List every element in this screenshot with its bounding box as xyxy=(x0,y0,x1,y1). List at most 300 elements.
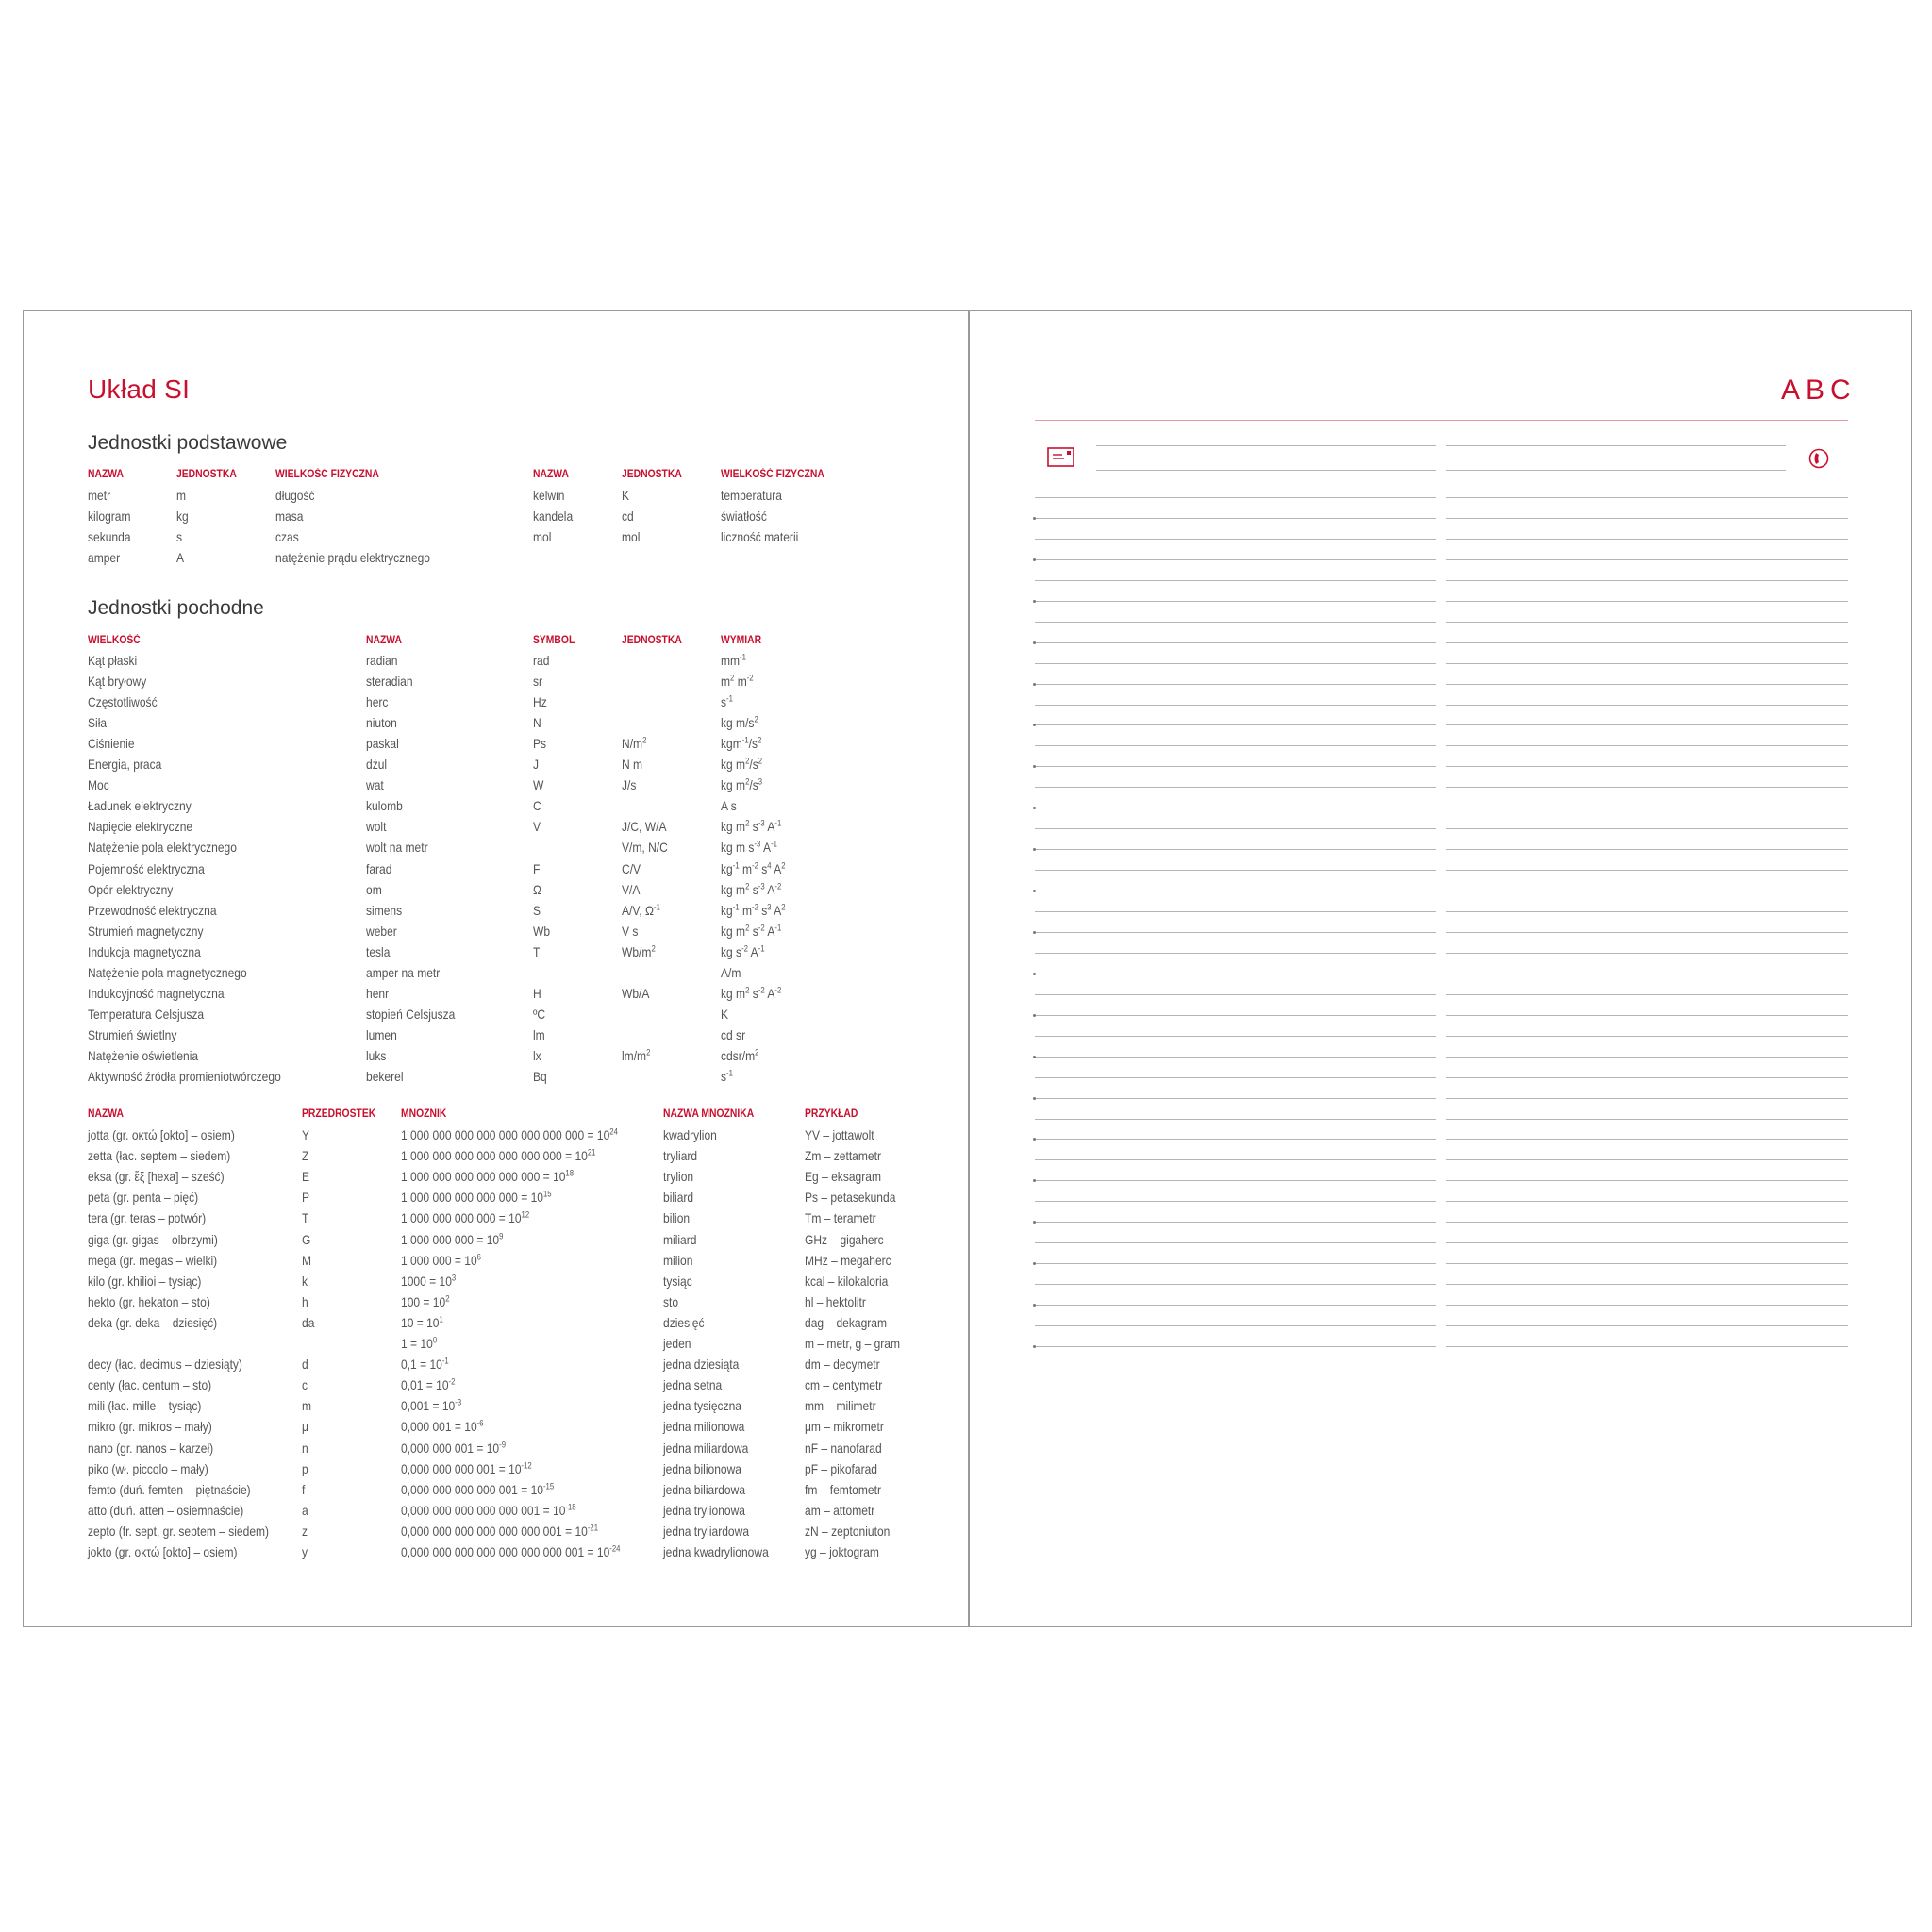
table-cell: fm – femtometr xyxy=(805,1481,881,1497)
entry-line xyxy=(1446,766,1848,767)
table-cell: cdsr/$m^2$ xyxy=(721,1047,759,1063)
table-cell: $s^{-1}$ xyxy=(721,1068,733,1084)
entry-line xyxy=(1035,766,1436,767)
table-cell: kg $s^{-2}$ $A^{-1}$ xyxy=(721,943,765,959)
table-cell: zN – zeptoniuton xyxy=(805,1523,891,1539)
entry-line xyxy=(1035,1263,1436,1264)
column-header: WIELKOŚĆ xyxy=(88,635,141,646)
table-cell: A/V, $\Omega^{-1}$ xyxy=(622,901,660,918)
table-cell: $kgm^{-1}/s^2$ xyxy=(721,735,762,752)
table-cell: 1 000 000 000 000 000 000 $000 = 10^{21}$ xyxy=(401,1147,596,1164)
entry-line xyxy=(1446,705,1848,706)
table-cell: metr xyxy=(88,488,111,503)
table-cell: kelwin xyxy=(533,488,565,503)
table-cell: decy (łac. decimus – dziesiąty) xyxy=(88,1357,242,1373)
table-cell: dziesięć xyxy=(663,1314,705,1330)
table-cell: dag – dekagram xyxy=(805,1314,888,1330)
table-cell: A xyxy=(176,550,185,565)
table-cell: farad xyxy=(366,860,392,876)
table-cell: liczność materii xyxy=(721,529,799,544)
entry-line xyxy=(1446,870,1848,871)
entry-line xyxy=(1035,953,1436,954)
table-cell: sr xyxy=(533,674,543,690)
table-cell: tryliard xyxy=(663,1148,698,1164)
table-cell: Kąt płaski xyxy=(88,653,138,668)
column-header: WIELKOŚĆ FIZYCZNA xyxy=(721,469,824,480)
entry-line xyxy=(1446,1222,1848,1223)
table-cell: hl – hektolitr xyxy=(805,1293,866,1309)
table-cell: mili (łac. mille – tysiąc) xyxy=(88,1398,202,1414)
entry-line xyxy=(1035,828,1436,829)
table-cell: Strumień świetlny xyxy=(88,1026,177,1042)
entry-line xyxy=(1035,497,1436,498)
entry-line xyxy=(1446,580,1848,581)
table-cell: V/m, N/C xyxy=(622,840,668,856)
table-cell: $N/m^2$ xyxy=(622,735,647,752)
table-cell: 0,000 000 000 000 $001 = 10^{-15}$ xyxy=(401,1481,555,1497)
column-header: SYMBOL xyxy=(533,635,575,646)
table-cell: amper xyxy=(88,550,121,565)
table-cell: $0,1 = 10^{-1}$ xyxy=(401,1356,449,1373)
table-cell: 1 000 000 000 000 000 $000 = 10^{18}$ xyxy=(401,1168,575,1185)
table-cell: μm – mikrometr xyxy=(805,1419,884,1435)
table-cell: amper na metr xyxy=(366,964,441,980)
entry-line xyxy=(1446,911,1848,912)
table-cell: YV – jottawolt xyxy=(805,1127,874,1142)
entry-line xyxy=(1446,1325,1848,1326)
table-cell: k xyxy=(302,1273,308,1289)
entry-line xyxy=(1446,1057,1848,1058)
entry-line xyxy=(1446,1015,1848,1016)
entry-line xyxy=(1035,559,1436,560)
entry-line xyxy=(1446,518,1848,519)
table-cell: kg $m^2$ $s^{-2}$ $A^{-1}$ xyxy=(721,922,782,939)
table-cell: M xyxy=(302,1252,312,1268)
table-cell: Częstotliwość xyxy=(88,694,158,710)
table-cell: d xyxy=(302,1357,308,1373)
entry-marker xyxy=(1033,600,1036,603)
table-cell: hekto (gr. hekaton – sto) xyxy=(88,1293,210,1309)
section-heading-base-units: Jednostki podstawowe xyxy=(88,432,288,454)
entry-line xyxy=(1446,1201,1848,1202)
table-cell: T xyxy=(533,943,541,959)
column-header: NAZWA xyxy=(366,635,402,646)
entry-line xyxy=(1035,1159,1436,1160)
entry-marker xyxy=(1033,517,1036,520)
table-cell: kwadrylion xyxy=(663,1127,717,1142)
table-cell: kg $m^2/s^2$ xyxy=(721,756,763,773)
table-cell: giga (gr. gigas – olbrzymi) xyxy=(88,1231,218,1247)
table-cell: S xyxy=(533,902,541,918)
table-cell: paskal xyxy=(366,736,399,752)
table-cell: C/V xyxy=(622,860,641,876)
table-cell: $10 = 10^1$ xyxy=(401,1314,443,1330)
entry-marker xyxy=(1033,1056,1036,1058)
table-cell: N m xyxy=(622,757,643,773)
entry-line xyxy=(1035,1305,1436,1306)
table-cell: herc xyxy=(366,694,389,710)
table-cell: 0,000 $001 = 10^{-6}$ xyxy=(401,1418,484,1435)
entry-line xyxy=(1446,1098,1848,1099)
table-cell: tera (gr. teras – potwór) xyxy=(88,1210,207,1226)
table-cell: dm – decymetr xyxy=(805,1357,880,1373)
table-cell: Eg – eksagram xyxy=(805,1169,881,1185)
table-cell: trylion xyxy=(663,1169,694,1185)
table-cell: lumen xyxy=(366,1026,397,1042)
table-cell: Pojemność elektryczna xyxy=(88,860,205,876)
table-cell: jeden xyxy=(663,1336,691,1351)
table-cell: $m^2$ $m^{-2}$ xyxy=(721,673,754,690)
table-cell: eksa (gr. ἕξ [hexa] – sześć) xyxy=(88,1169,225,1185)
table-cell: Kąt bryłowy xyxy=(88,674,147,690)
table-cell: deka (gr. deka – dziesięć) xyxy=(88,1314,218,1330)
entry-line xyxy=(1446,1263,1848,1264)
entry-line xyxy=(1446,1346,1848,1347)
entry-line xyxy=(1446,1180,1848,1181)
table-cell: Natężenie pola magnetycznego xyxy=(88,964,247,980)
table-cell: s xyxy=(176,529,183,544)
entry-line xyxy=(1035,1077,1436,1078)
column-header: NAZWA xyxy=(88,1108,124,1120)
table-cell: m xyxy=(176,488,187,503)
table-cell: h xyxy=(302,1293,308,1309)
table-cell: J/C, W/A xyxy=(622,819,667,835)
table-cell: V/A xyxy=(622,881,641,897)
table-cell: kg $m^2$ $s^{-2}$ $A^{-2}$ xyxy=(721,985,782,1001)
table-cell: Wb/A xyxy=(622,985,650,1001)
entry-line xyxy=(1446,1305,1848,1306)
table-cell: mm – milimetr xyxy=(805,1398,876,1414)
table-cell: N xyxy=(533,715,541,731)
table-cell: MHz – megaherc xyxy=(805,1252,891,1268)
entry-line xyxy=(1446,539,1848,540)
entry-line xyxy=(1035,580,1436,581)
table-cell: rad xyxy=(533,653,550,668)
table-cell: kulomb xyxy=(366,798,403,814)
entry-marker xyxy=(1033,931,1036,934)
table-cell: F xyxy=(533,860,541,876)
table-cell: nano (gr. nanos – karzeł) xyxy=(88,1440,214,1456)
table-cell: H xyxy=(533,985,541,1001)
entry-line xyxy=(1035,724,1436,725)
table-cell: Napięcie elektryczne xyxy=(88,819,193,835)
table-cell: V s xyxy=(622,923,639,939)
table-cell: mol xyxy=(622,529,641,544)
table-cell: Indukcyjność magnetyczna xyxy=(88,985,225,1001)
table-cell: 1 000 000 000 000 000 000 000 $000 = 10^{24}$ xyxy=(401,1126,618,1142)
entry-line xyxy=(1446,724,1848,725)
entry-line xyxy=(1446,1077,1848,1078)
table-cell: jedna bilionowa xyxy=(663,1460,742,1476)
entry-line xyxy=(1446,745,1848,746)
table-cell: natężenie prądu elektrycznego xyxy=(275,550,430,565)
table-cell: temperatura xyxy=(721,488,782,503)
table-cell: Strumień magnetyczny xyxy=(88,923,204,939)
entry-line xyxy=(1446,1036,1848,1037)
table-cell: a xyxy=(302,1502,308,1518)
table-cell: GHz – gigaherc xyxy=(805,1231,884,1247)
table-cell: T xyxy=(302,1210,309,1226)
table-cell: steradian xyxy=(366,674,413,690)
entry-marker xyxy=(1033,1345,1036,1348)
entry-line xyxy=(1035,1222,1436,1223)
table-cell: C xyxy=(533,798,541,814)
entry-line xyxy=(1035,518,1436,519)
table-cell: piko (wł. piccolo – mały) xyxy=(88,1460,208,1476)
table-cell: kcal – kilokaloria xyxy=(805,1273,889,1289)
table-cell: peta (gr. penta – pięć) xyxy=(88,1190,199,1206)
table-cell: Tm – terametr xyxy=(805,1210,876,1226)
table-cell: Bq xyxy=(533,1069,547,1084)
entry-line xyxy=(1446,559,1848,560)
column-header: MNOŻNIK xyxy=(401,1108,447,1120)
table-cell: P xyxy=(302,1190,310,1206)
table-cell: $0,001 = 10^{-3}$ xyxy=(401,1397,462,1414)
entry-line xyxy=(1035,911,1436,912)
table-cell: 1 000 $000 = 10^6$ xyxy=(401,1251,481,1268)
table-cell: A/m xyxy=(721,964,741,980)
table-cell: Ps xyxy=(533,736,547,752)
entry-marker xyxy=(1033,558,1036,561)
name-line xyxy=(1446,470,1786,471)
table-cell: masa xyxy=(275,508,304,524)
table-cell: $0,01 = 10^{-2}$ xyxy=(401,1376,456,1393)
page-divider xyxy=(968,310,970,1627)
table-cell: atto (duń. atten – osiemnaście) xyxy=(88,1502,244,1518)
entry-line xyxy=(1446,642,1848,643)
table-cell: henr xyxy=(366,985,390,1001)
table-cell: J/s xyxy=(622,777,637,793)
entry-line xyxy=(1446,622,1848,623)
phone-icon xyxy=(1807,447,1830,470)
table-cell: sekunda xyxy=(88,529,131,544)
table-cell: om xyxy=(366,881,382,897)
entry-marker xyxy=(1033,1014,1036,1017)
entry-line xyxy=(1035,1242,1436,1243)
table-cell: $1000 = 10^3$ xyxy=(401,1273,457,1289)
entry-line xyxy=(1035,1036,1436,1037)
table-cell: wat xyxy=(366,777,384,793)
entry-line xyxy=(1035,1180,1436,1181)
table-cell: niuton xyxy=(366,715,397,731)
table-cell: yg – joktogram xyxy=(805,1544,879,1559)
entry-line xyxy=(1035,601,1436,602)
entry-line xyxy=(1446,1119,1848,1120)
index-letters: ABC xyxy=(1781,375,1857,406)
table-cell: mega (gr. megas – wielki) xyxy=(88,1252,218,1268)
entry-line xyxy=(1035,1346,1436,1347)
table-cell: 1 000 000 $000 = 10^9$ xyxy=(401,1230,504,1247)
table-cell: weber xyxy=(366,923,397,939)
table-cell: Przewodność elektryczna xyxy=(88,902,217,918)
table-cell: ºC xyxy=(533,1006,546,1022)
table-cell: milion xyxy=(663,1252,693,1268)
table-cell: $1 = 10^0$ xyxy=(401,1335,438,1351)
table-cell: y xyxy=(302,1544,308,1559)
table-cell: jedna milionowa xyxy=(663,1419,745,1435)
entry-line xyxy=(1446,1284,1848,1285)
table-cell: długość xyxy=(275,488,315,503)
table-cell: zepto (fr. sept, gr. septem – siedem) xyxy=(88,1523,270,1539)
header-rule xyxy=(1035,420,1848,421)
entry-line xyxy=(1035,642,1436,643)
entry-line xyxy=(1446,684,1848,685)
table-cell: z xyxy=(302,1523,308,1539)
entry-line xyxy=(1446,1159,1848,1160)
table-cell: Ładunek elektryczny xyxy=(88,798,192,814)
table-cell: E xyxy=(302,1169,310,1185)
table-cell: Hz xyxy=(533,694,547,710)
table-cell: $Wb/m^2$ xyxy=(622,943,656,959)
entry-line xyxy=(1446,828,1848,829)
entry-line xyxy=(1446,497,1848,498)
entry-line xyxy=(1035,705,1436,706)
entry-marker xyxy=(1033,641,1036,644)
table-cell: pF – pikofarad xyxy=(805,1460,877,1476)
table-cell: V xyxy=(533,819,541,835)
table-cell: simens xyxy=(366,902,403,918)
table-cell: lx xyxy=(533,1047,541,1063)
table-cell: 0,000 000 000 $001 = 10^{-12}$ xyxy=(401,1459,532,1476)
column-header: WIELKOŚĆ FIZYCZNA xyxy=(275,469,379,480)
table-cell: K xyxy=(721,1006,729,1022)
entry-line xyxy=(1035,684,1436,685)
table-cell: n xyxy=(302,1440,308,1456)
entry-marker xyxy=(1033,683,1036,686)
table-cell: cm – centymetr xyxy=(805,1377,883,1393)
table-cell: bekerel xyxy=(366,1069,404,1084)
table-cell: czas xyxy=(275,529,299,544)
column-header: JEDNOSTKA xyxy=(622,469,682,480)
table-cell: Moc xyxy=(88,777,109,793)
entry-line xyxy=(1446,1242,1848,1243)
table-cell: jedna kwadrylionowa xyxy=(663,1544,769,1559)
name-line xyxy=(1096,470,1436,471)
column-header: JEDNOSTKA xyxy=(622,635,682,646)
table-cell: $s^{-1}$ xyxy=(721,693,733,710)
table-cell: Z xyxy=(302,1148,309,1164)
entry-line xyxy=(1035,849,1436,850)
table-cell: kg $m^2$ $s^{-3}$ $A^{-1}$ xyxy=(721,818,782,835)
table-cell: Aktywność źródła promieniotwórczego xyxy=(88,1069,281,1084)
table-cell: Temperatura Celsjusza xyxy=(88,1006,205,1022)
table-cell: cd sr xyxy=(721,1026,746,1042)
table-cell: W xyxy=(533,777,544,793)
envelope-icon xyxy=(1047,447,1075,468)
table-cell: $100 = 10^2$ xyxy=(401,1293,450,1309)
table-cell: tysiąc xyxy=(663,1273,692,1289)
table-cell: jokto (gr. οκτώ [okto] – osiem) xyxy=(88,1544,238,1559)
table-cell: jedna tysięczna xyxy=(663,1398,742,1414)
entry-line xyxy=(1035,622,1436,623)
table-cell: 0,000 000 000 000 000 000 $001 = 10^{-21}$ xyxy=(401,1523,599,1539)
table-cell: wolt xyxy=(366,819,387,835)
table-cell: $lm/m^2$ xyxy=(622,1047,651,1063)
column-header: JEDNOSTKA xyxy=(176,469,237,480)
column-header: NAZWA xyxy=(88,469,124,480)
table-cell: kandela xyxy=(533,508,574,524)
table-cell: Natężenie oświetlenia xyxy=(88,1047,199,1063)
table-cell: sto xyxy=(663,1293,679,1309)
table-cell: zetta (łac. septem – siedem) xyxy=(88,1148,231,1164)
entry-line xyxy=(1035,870,1436,871)
table-cell: kg xyxy=(176,508,189,524)
table-cell: 0,000 000 $001 = 10^{-9}$ xyxy=(401,1439,507,1456)
entry-marker xyxy=(1033,973,1036,975)
table-cell: kilogram xyxy=(88,508,131,524)
table-cell: miliard xyxy=(663,1231,697,1247)
table-cell: Y xyxy=(302,1127,310,1142)
table-cell: Indukcja magnetyczna xyxy=(88,943,201,959)
table-cell: jedna tryliardowa xyxy=(663,1523,750,1539)
table-cell: wolt na metr xyxy=(366,840,428,856)
table-cell: bilion xyxy=(663,1210,691,1226)
table-cell: dżul xyxy=(366,757,388,773)
table-cell: kg $m/s^2$ xyxy=(721,714,758,731)
table-cell: jedna trylionowa xyxy=(663,1502,746,1518)
table-cell: mol xyxy=(533,529,552,544)
table-cell: p xyxy=(302,1460,308,1476)
table-cell: kilo (gr. khilioi – tysiąc) xyxy=(88,1273,202,1289)
entry-line xyxy=(1035,1139,1436,1140)
table-cell: Zm – zettametr xyxy=(805,1148,881,1164)
entry-line xyxy=(1035,787,1436,788)
table-cell: m xyxy=(302,1398,312,1414)
table-cell: 0,000 000 000 000 000 000 000 $001 = 10^{-24}$ xyxy=(401,1543,621,1559)
table-cell: radian xyxy=(366,653,398,668)
table-cell: femto (duń. femten – piętnaście) xyxy=(88,1481,251,1497)
table-cell: G xyxy=(302,1231,311,1247)
table-cell: f xyxy=(302,1481,306,1497)
entry-line xyxy=(1035,994,1436,995)
table-cell: c xyxy=(302,1377,308,1393)
entry-line xyxy=(1446,787,1848,788)
table-cell: 1 000 000 000 $000 = 10^{12}$ xyxy=(401,1209,530,1226)
table-cell: Ps – petasekunda xyxy=(805,1190,896,1206)
table-cell: Natężenie pola elektrycznego xyxy=(88,840,237,856)
entry-line xyxy=(1446,953,1848,954)
column-header: NAZWA MNOŻNIKA xyxy=(663,1108,755,1120)
page-title: Układ SI xyxy=(88,375,191,404)
table-cell: Wb xyxy=(533,923,551,939)
table-cell: mikro (gr. mikros – mały) xyxy=(88,1419,212,1435)
table-cell: 0,000 000 000 000 000 $001 = 10^{-18}$ xyxy=(401,1502,576,1518)
table-cell: lm xyxy=(533,1026,545,1042)
name-line xyxy=(1096,445,1436,446)
entry-line xyxy=(1035,663,1436,664)
table-cell: jotta (gr. οκτώ [okto] – osiem) xyxy=(88,1127,235,1142)
table-cell: $mm^{-1}$ xyxy=(721,652,746,668)
table-cell: biliard xyxy=(663,1190,694,1206)
entry-line xyxy=(1035,1057,1436,1058)
table-cell: jedna miliardowa xyxy=(663,1440,749,1456)
table-cell: kg $m^2/s^3$ xyxy=(721,776,763,793)
table-cell: Ciśnienie xyxy=(88,736,135,752)
name-line xyxy=(1446,445,1786,446)
table-cell: J xyxy=(533,757,540,773)
table-cell: Opór elektryczny xyxy=(88,881,174,897)
table-cell: cd xyxy=(622,508,634,524)
table-cell: da xyxy=(302,1314,315,1330)
table-cell: 1 000 000 000 000 $000 = 10^{15}$ xyxy=(401,1189,552,1206)
section-heading-derived-units: Jednostki pochodne xyxy=(88,597,264,619)
entry-marker xyxy=(1033,1097,1036,1100)
table-cell: Ω xyxy=(533,881,542,897)
entry-line xyxy=(1446,932,1848,933)
table-cell: światłość xyxy=(721,508,767,524)
table-cell: tesla xyxy=(366,943,391,959)
entry-line xyxy=(1035,1284,1436,1285)
